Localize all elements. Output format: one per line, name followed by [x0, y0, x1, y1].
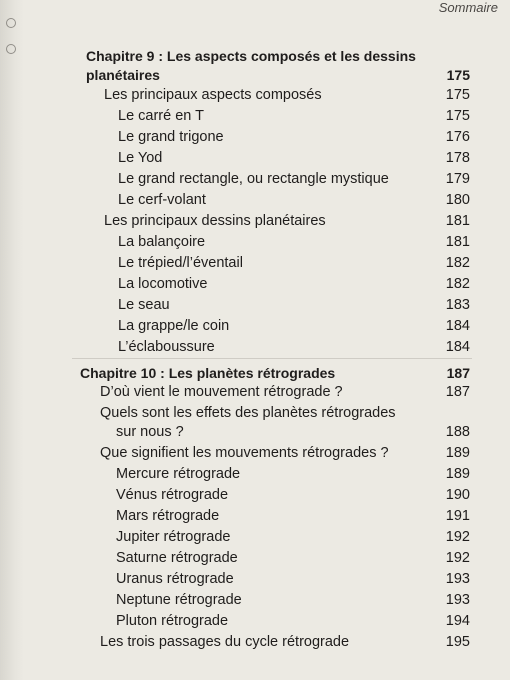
- chapter-page-number: 175: [446, 67, 470, 83]
- toc-subentry-label: Le trépied/l’éventail: [118, 255, 243, 271]
- toc-entry-page: 194: [445, 613, 470, 629]
- toc-subentry[interactable]: [118, 275, 207, 293]
- toc-entry-page: 181: [445, 213, 470, 229]
- toc-entry-page: 190: [445, 487, 470, 503]
- toc-subentry[interactable]: [118, 317, 229, 335]
- chapter-title-line-2: planétaires: [86, 67, 160, 83]
- toc-entry-page: 188: [445, 424, 470, 440]
- toc-entry-label: Les trois passages du cycle rétrograde: [100, 634, 350, 650]
- toc-entry-page: 182: [445, 276, 470, 292]
- toc-entry[interactable]: [100, 383, 343, 401]
- chapter-title[interactable]: [80, 364, 335, 382]
- toc-subentry-label: La balançoire: [118, 234, 206, 250]
- toc-subentry-label: L’éclaboussure: [118, 339, 215, 355]
- toc-entry-page: 193: [445, 571, 470, 587]
- toc-subentry-label: Le carré en T: [118, 108, 204, 124]
- toc-subentry[interactable]: [116, 507, 219, 525]
- toc-entry[interactable]: [104, 212, 326, 230]
- toc-entry-page: 189: [445, 466, 470, 482]
- toc-subentry-label: Le seau: [118, 297, 170, 313]
- chapter-title-line-1: Chapitre 10 : Les planètes rétrogrades: [80, 365, 336, 381]
- toc-entry-page: 176: [445, 129, 470, 145]
- toc-subentry[interactable]: [116, 612, 228, 630]
- toc-entry-page: 184: [445, 339, 470, 355]
- toc-entry[interactable]: [100, 633, 349, 651]
- toc-entry[interactable]: [100, 404, 396, 422]
- toc-subentry-label: Vénus rétrograde: [116, 487, 229, 503]
- toc-entry-continued[interactable]: [116, 423, 184, 441]
- toc-entry-page: 182: [445, 255, 470, 271]
- toc-entry-page: 175: [445, 87, 470, 103]
- toc-entry-page: 187: [445, 384, 470, 400]
- section-divider: [72, 358, 472, 359]
- toc-subentry[interactable]: [116, 549, 238, 567]
- toc-entry-page: 179: [445, 171, 470, 187]
- toc-subentry[interactable]: [116, 528, 230, 546]
- toc-subentry-label: Saturne rétrograde: [116, 550, 238, 566]
- toc-entry-page: 191: [445, 508, 470, 524]
- chapter-page-number: 187: [446, 365, 470, 381]
- toc-subentry-label: Mars rétrograde: [116, 508, 220, 524]
- toc-subentry-label: Le cerf-volant: [118, 192, 206, 208]
- toc-subentry[interactable]: [118, 107, 204, 125]
- toc-subentry-label: La grappe/le coin: [118, 318, 230, 334]
- toc-subentry-label: Pluton rétrograde: [116, 613, 229, 629]
- toc-entry-label: Les principaux dessins planétaires: [104, 213, 326, 229]
- toc-subentry[interactable]: [118, 149, 162, 167]
- toc-entry-page: 193: [445, 592, 470, 608]
- toc-subentry-label: Uranus rétrograde: [116, 571, 234, 587]
- chapter-title[interactable]: [86, 47, 416, 65]
- toc-entry-label: Les principaux aspects composés: [104, 87, 322, 103]
- running-head: Sommaire: [438, 0, 498, 15]
- toc-subentry-label: Le Yod: [118, 150, 163, 166]
- toc-subentry-label: Mercure rétrograde: [116, 466, 241, 482]
- toc-entry-label: D’où vient le mouvement rétrograde ?: [100, 384, 343, 400]
- toc-subentry[interactable]: [118, 296, 170, 314]
- toc-entry-label: Quels sont les effets des planètes rétrogrades: [100, 405, 396, 421]
- toc-subentry-label: Le grand rectangle, ou rectangle mystique: [118, 171, 389, 187]
- toc-subentry[interactable]: [116, 591, 242, 609]
- toc-entry-label: Que signifient les mouvements rétrogrades ?: [100, 445, 389, 461]
- chapter-title-line-1: Chapitre 9 : Les aspects composés et les dessins: [86, 48, 416, 64]
- toc-entry[interactable]: [100, 444, 389, 462]
- toc-entry-page: 183: [445, 297, 470, 313]
- toc-subentry-label: Le grand trigone: [118, 129, 224, 145]
- toc-subentry[interactable]: [118, 254, 243, 272]
- toc-entry-page: 178: [445, 150, 470, 166]
- toc-subentry[interactable]: [116, 570, 234, 588]
- toc-entry-page: 192: [445, 529, 470, 545]
- toc-subentry[interactable]: [118, 191, 206, 209]
- toc-subentry[interactable]: [116, 465, 240, 483]
- toc-subentry[interactable]: [118, 128, 224, 146]
- toc-subentry[interactable]: [116, 486, 228, 504]
- toc-entry-page: 181: [445, 234, 470, 250]
- toc-entry-page: 189: [445, 445, 470, 461]
- toc-entry[interactable]: [104, 86, 322, 104]
- chapter-title-continued[interactable]: [86, 66, 160, 84]
- toc-subentry[interactable]: [118, 338, 215, 356]
- toc-subentry-label: Neptune rétrograde: [116, 592, 242, 608]
- toc-subentry-label: Jupiter rétrograde: [116, 529, 231, 545]
- toc-entry-page: 175: [445, 108, 470, 124]
- toc-entry-page: 195: [445, 634, 470, 650]
- toc-entry-page: 184: [445, 318, 470, 334]
- toc-subentry[interactable]: [118, 170, 389, 188]
- toc-entry-label-line-2: sur nous ?: [116, 424, 184, 440]
- toc-entry-page: 192: [445, 550, 470, 566]
- toc-subentry[interactable]: [118, 233, 205, 251]
- toc-entry-page: 180: [445, 192, 470, 208]
- toc-subentry-label: La locomotive: [118, 276, 208, 292]
